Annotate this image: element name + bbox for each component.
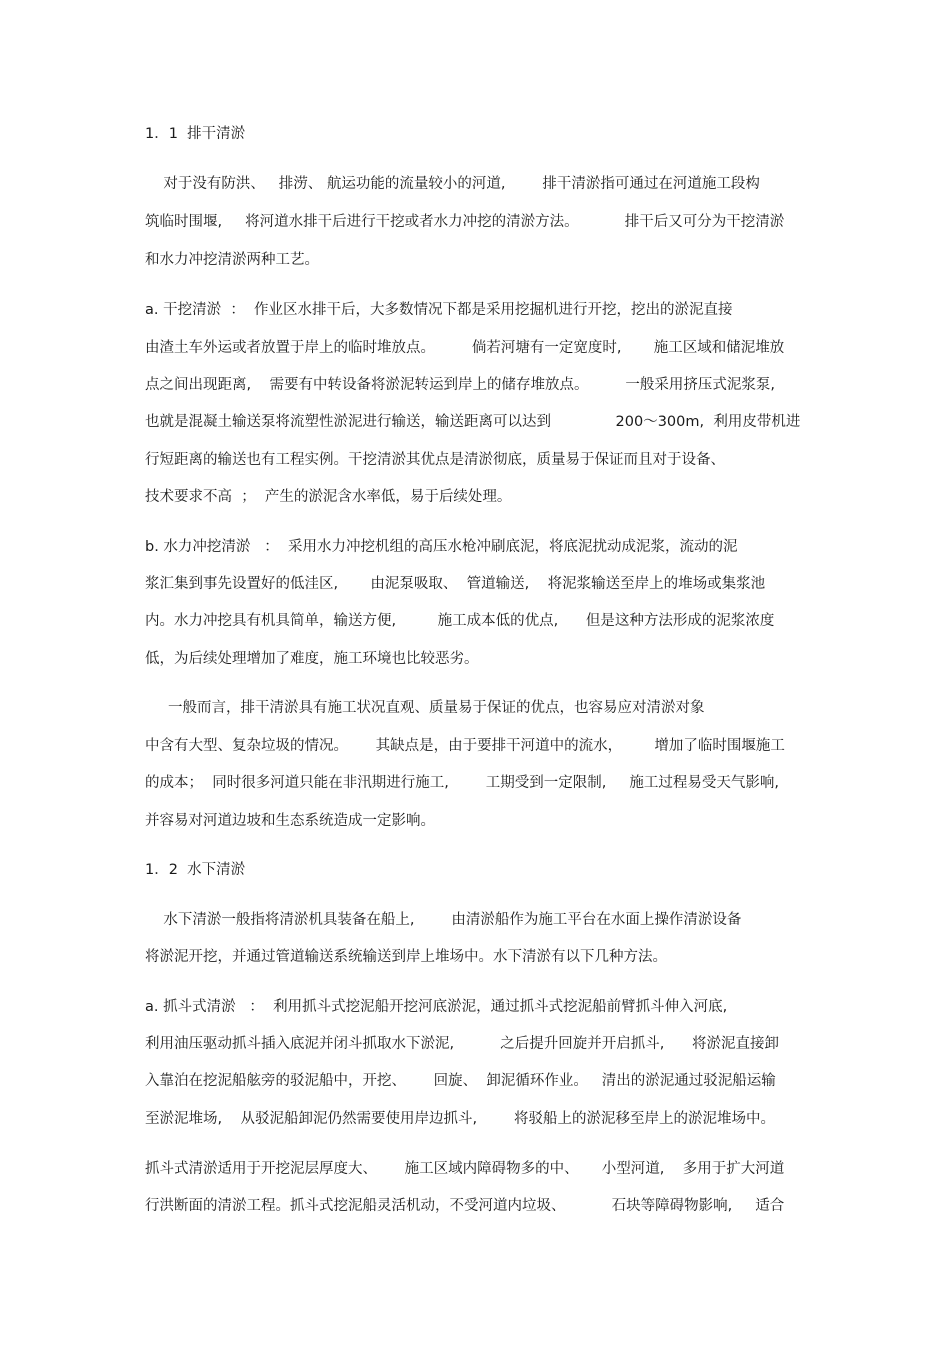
section-heading-1-1: 1．1 排干清淤 — [145, 126, 246, 142]
text-line: 和水力冲挖清淤两种工艺。 — [145, 252, 319, 268]
text-line: b. 水力冲挖清淤 ： 采用水力冲挖机组的高压水枪冲刷底泥，将底泥扰动成泥浆，流动的泥 — [145, 539, 738, 555]
text-line: 行洪断面的清淤工程。抓斗式挖泥船灵活机动，不受河道内垃圾、 石块等障碍物影响, 适合 — [145, 1198, 785, 1214]
text-line: 点之间出现距离, 需要有中转设备将淤泥转运到岸上的储存堆放点。 一般采用挤压式泥浆泵, — [145, 377, 776, 393]
section-heading-1-2: 1．2 水下清淤 — [145, 862, 246, 878]
text-line: 水下清淤一般指将清淤机具装备在船上, 由清淤船作为施工平台在水面上操作清淤设备 — [145, 912, 742, 928]
text-line: a. 干挖清淤 ： 作业区水排干后，大多数情况下都是采用挖掘机进行开挖，挖出的淤泥直接 — [145, 302, 733, 318]
text-line: 中含有大型、复杂垃圾的情况。 其缺点是，由于要排干河道中的流水， 增加了临时围堰施工 — [145, 738, 785, 754]
text-line: 也就是混凝土输送泵将流塑性淤泥进行输送，输送距离可以达到 200～300m, 利用皮带机进 — [145, 414, 801, 430]
text-line: 利用油压驱动抓斗插入底泥并闭斗抓取水下淤泥, 之后提升回旋并开启抓斗, 将淤泥直接卸 — [145, 1036, 779, 1052]
text-line: a. 抓斗式清淤 ： 利用抓斗式挖泥船开挖河底淤泥，通过抓斗式挖泥船前臂抓斗伸入河底, — [145, 999, 728, 1015]
text-line: 并容易对河道边坡和生态系统造成一定影响。 — [145, 813, 435, 829]
text-line: 由渣土车外运或者放置于岸上的临时堆放点。 倘若河塘有一定宽度时, 施工区域和储泥堆放 — [145, 340, 785, 356]
text-line: 低，为后续处理增加了难度，施工环境也比较恶劣。 — [145, 651, 479, 667]
text-line: 内。水力冲挖具有机具简单，输送方便, 施工成本低的优点, 但是这种方法形成的泥浆浓度 — [145, 613, 775, 629]
text-line: 筑临时围堰, 将河道水排干后进行干挖或者水力冲挖的清淤方法。 排干后又可分为干挖清淤 — [145, 214, 785, 230]
text-line: 对于没有防洪、 排涝、 航运功能的流量较小的河道, 排干清淤指可通过在河道施工段构 — [145, 176, 760, 192]
text-line: 技术要求不高 ； 产生的淤泥含水率低，易于后续处理。 — [145, 489, 512, 505]
text-line: 行短距离的输送也有工程实例。干挖清淤其优点是清淤彻底，质量易于保证而且对于设备、 — [145, 452, 725, 468]
text-line: 浆汇集到事先设置好的低洼区, 由泥泵吸取、 管道输送, 将泥浆输送至岸上的堆场或集浆池 — [145, 576, 766, 592]
text-line: 的成本； 同时很多河道只能在非汛期进行施工, 工期受到一定限制, 施工过程易受天气影响, — [145, 775, 779, 791]
text-line: 至淤泥堆场, 从驳泥船卸泥仍然需要使用岸边抓斗, 将驳船上的淤泥移至岸上的淤泥堆场中。 — [145, 1111, 776, 1127]
text-line: 抓斗式清淤适用于开挖泥层厚度大、 施工区域内障碍物多的中、 小型河道, 多用于扩大河道 — [145, 1161, 785, 1177]
text-line: 一般而言，排干清淤具有施工状况直观、质量易于保证的优点，也容易应对清淤对象 — [145, 700, 705, 716]
text-line: 入靠泊在挖泥船舷旁的驳泥船中，开挖、 回旋、 卸泥循环作业。 清出的淤泥通过驳泥船运输 — [145, 1073, 776, 1089]
text-line: 将淤泥开挖，并通过管道输送系统输送到岸上堆场中。水下清淤有以下几种方法。 — [145, 949, 667, 965]
